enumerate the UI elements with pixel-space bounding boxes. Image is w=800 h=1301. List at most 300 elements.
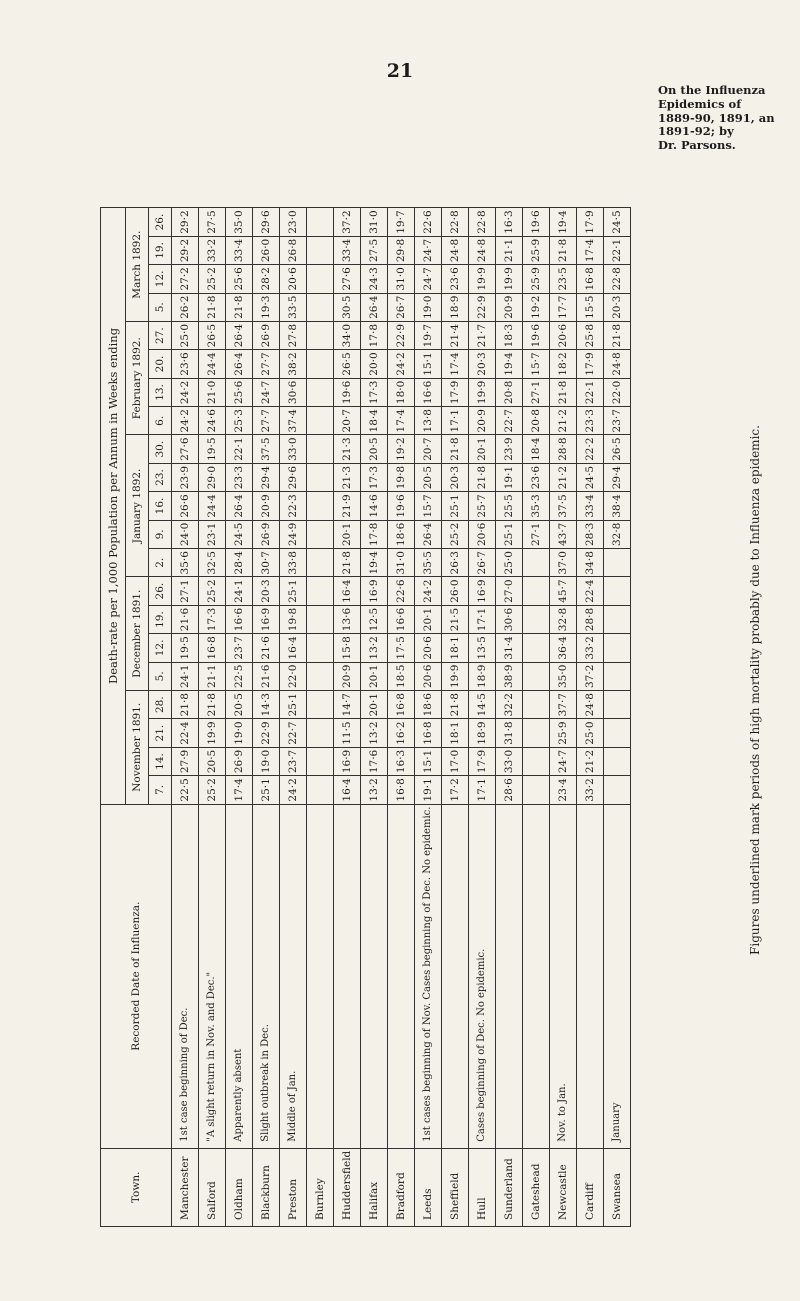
town-cell: Huddersfield xyxy=(334,1148,361,1226)
rate-cell: 24·5 xyxy=(226,520,253,548)
rate-cell: 24·8 xyxy=(469,236,496,264)
rate-cell xyxy=(523,549,550,577)
rate-cell: 27·5 xyxy=(199,208,226,236)
rate-cell: 35·5 xyxy=(415,549,442,577)
rate-cell: 33·2 xyxy=(577,634,604,662)
rate-cell: 25·0 xyxy=(577,719,604,747)
rate-cell: 26·4 xyxy=(226,492,253,520)
rate-cell: 19·6 xyxy=(523,321,550,349)
table-row xyxy=(361,208,388,1227)
rate-cell: 29·4 xyxy=(604,463,631,491)
rate-cell: 23·6 xyxy=(523,463,550,491)
rate-cell: 17·2 xyxy=(442,776,469,804)
rate-cell: 29·6 xyxy=(280,463,307,491)
rate-cell: 19·9 xyxy=(496,265,523,293)
rate-cell: 17·4 xyxy=(388,407,415,435)
week-label: 26. xyxy=(149,577,172,605)
rate-cell: 22·4 xyxy=(172,719,199,747)
rate-cell: 11·5 xyxy=(334,719,361,747)
rate-cell: 31·8 xyxy=(496,719,523,747)
rate-cell: 23·3 xyxy=(226,463,253,491)
rate-cell: 25·9 xyxy=(523,265,550,293)
rate-cell: 20·6 xyxy=(469,520,496,548)
rate-cell: 13·6 xyxy=(334,605,361,633)
week-label: 12. xyxy=(149,265,172,293)
recorded-date-cell: Nov. to Jan. xyxy=(550,804,577,1148)
rate-cell: 33·0 xyxy=(496,747,523,775)
rate-cell: 22·8 xyxy=(604,265,631,293)
rate-cell: 25·8 xyxy=(577,321,604,349)
rate-cell: 25·7 xyxy=(469,492,496,520)
rate-cell: 29·6 xyxy=(253,208,280,236)
rate-cell: 23·7 xyxy=(280,747,307,775)
rate-cell: 17·1 xyxy=(469,605,496,633)
recorded-date-cell: Apparently absent xyxy=(226,804,253,1148)
rate-cell: 33·8 xyxy=(280,549,307,577)
rate-cell xyxy=(307,265,334,293)
recorded-date-cell xyxy=(523,804,550,1148)
rate-cell: 20·8 xyxy=(523,407,550,435)
table-row xyxy=(280,208,307,1227)
rate-cell: 25·3 xyxy=(226,407,253,435)
town-cell: Manchester xyxy=(172,1148,199,1226)
recorded-date-cell xyxy=(442,804,469,1148)
rate-cell: 20·5 xyxy=(199,747,226,775)
rate-cell xyxy=(307,492,334,520)
rate-cell: 24·2 xyxy=(415,577,442,605)
rate-cell: 37·4 xyxy=(280,407,307,435)
rate-cell: 24·4 xyxy=(199,492,226,520)
rate-cell: 29·2 xyxy=(172,236,199,264)
page-number: 21 xyxy=(386,60,414,82)
rate-cell: 23·5 xyxy=(550,265,577,293)
recorded-date-cell xyxy=(496,804,523,1148)
town-cell: Leeds xyxy=(415,1148,442,1226)
month-group-header: December 1891. xyxy=(126,577,149,691)
rate-cell: 33·5 xyxy=(280,293,307,321)
rate-cell: 26·7 xyxy=(469,549,496,577)
rate-cell: 17·8 xyxy=(361,321,388,349)
table-row xyxy=(442,208,469,1227)
town-cell: Swansea xyxy=(604,1148,631,1226)
recorded-date-cell xyxy=(577,804,604,1148)
rate-cell: 19·7 xyxy=(388,208,415,236)
rate-cell: 20·1 xyxy=(361,662,388,690)
side-note xyxy=(658,84,794,153)
week-label: 6. xyxy=(149,407,172,435)
rate-cell: 19·4 xyxy=(550,208,577,236)
rate-cell: 26·4 xyxy=(415,520,442,548)
rate-cell xyxy=(523,691,550,719)
rate-cell: 18·9 xyxy=(469,662,496,690)
rate-cell: 24·8 xyxy=(442,236,469,264)
rate-cell: 21·3 xyxy=(334,463,361,491)
week-label: 23. xyxy=(149,463,172,491)
rate-cell xyxy=(307,236,334,264)
rate-cell: 21·2 xyxy=(577,747,604,775)
rate-cell: 26·3 xyxy=(442,549,469,577)
rate-cell: 21·8 xyxy=(550,236,577,264)
rate-cell: 19·8 xyxy=(280,605,307,633)
rate-cell: 24·7 xyxy=(415,265,442,293)
rate-cell: 24·2 xyxy=(172,407,199,435)
footnote-text: Figures underlined mark periods of high mortality probably due to Influenza epidemic. xyxy=(748,425,762,955)
rate-cell: 20·1 xyxy=(469,435,496,463)
rate-cell: 30·6 xyxy=(280,378,307,406)
rate-cell: 13·8 xyxy=(415,407,442,435)
rate-cell: 13·2 xyxy=(361,776,388,804)
rate-cell: 12·5 xyxy=(361,605,388,633)
rate-cell: 24·5 xyxy=(604,208,631,236)
rate-cell: 19·4 xyxy=(361,549,388,577)
rate-cell: 38·4 xyxy=(604,492,631,520)
rate-cell: 26·9 xyxy=(226,747,253,775)
rate-cell xyxy=(604,662,631,690)
rate-cell: 25·6 xyxy=(226,265,253,293)
rate-cell: 17·1 xyxy=(442,407,469,435)
rate-cell: 21·2 xyxy=(550,407,577,435)
town-cell: Salford xyxy=(199,1148,226,1226)
rate-cell: 19·6 xyxy=(388,492,415,520)
week-label: 19. xyxy=(149,236,172,264)
table-row xyxy=(523,208,550,1227)
town-cell: Bradford xyxy=(388,1148,415,1226)
rate-cell: 20·9 xyxy=(334,662,361,690)
rate-cell: 28·8 xyxy=(550,435,577,463)
rate-cell: 35·3 xyxy=(523,492,550,520)
rate-cell: 17·3 xyxy=(361,378,388,406)
rate-cell: 20·7 xyxy=(415,435,442,463)
rate-cell: 17·3 xyxy=(199,605,226,633)
rate-cell xyxy=(307,719,334,747)
rate-cell: 16·4 xyxy=(280,634,307,662)
week-label: 5. xyxy=(149,293,172,321)
table-row xyxy=(307,208,334,1227)
recorded-date-cell: 1st case beginning of Dec. xyxy=(172,804,199,1148)
rate-cell: 37·2 xyxy=(334,208,361,236)
rate-cell: 27·7 xyxy=(253,407,280,435)
rate-cell: 22·5 xyxy=(172,776,199,804)
rate-cell: 17·3 xyxy=(361,463,388,491)
rate-cell xyxy=(307,577,334,605)
rate-cell: 19·1 xyxy=(496,463,523,491)
table-row xyxy=(253,208,280,1227)
rate-cell: 14·5 xyxy=(469,691,496,719)
rate-cell: 29·8 xyxy=(388,236,415,264)
rate-cell: 26·5 xyxy=(334,350,361,378)
side-note-line: 1889-90, 1891, an xyxy=(658,110,775,125)
rate-cell: 21·6 xyxy=(253,634,280,662)
month-group-header: November 1891. xyxy=(126,691,149,805)
rate-cell: 23·6 xyxy=(172,350,199,378)
rate-cell xyxy=(604,747,631,775)
rate-cell: 21·8 xyxy=(334,549,361,577)
rate-cell: 19·4 xyxy=(496,350,523,378)
rate-cell: 20·1 xyxy=(415,605,442,633)
rate-cell: 23·9 xyxy=(496,435,523,463)
rate-cell: 25·1 xyxy=(253,776,280,804)
rate-cell: 27·6 xyxy=(172,435,199,463)
rate-cell: 38·9 xyxy=(496,662,523,690)
rate-cell xyxy=(523,634,550,662)
rate-cell: 27·8 xyxy=(280,321,307,349)
rate-cell xyxy=(523,747,550,775)
rate-cell: 22·1 xyxy=(226,435,253,463)
rate-cell: 22·6 xyxy=(388,577,415,605)
rate-cell xyxy=(523,577,550,605)
rate-cell xyxy=(307,378,334,406)
rate-cell: 32·2 xyxy=(496,691,523,719)
rate-cell: 26·4 xyxy=(226,321,253,349)
week-label: 20. xyxy=(149,350,172,378)
rate-cell: 31·0 xyxy=(388,265,415,293)
rate-cell: 20·3 xyxy=(253,577,280,605)
recorded-date-cell: 1st cases beginning of Nov. Cases beginning of Dec. No epidemic. xyxy=(415,804,442,1148)
table-title: Death-rate per 1,000 Population per Annum in Weeks ending xyxy=(101,208,126,804)
table-row xyxy=(172,208,199,1227)
table-row xyxy=(199,208,226,1227)
town-cell: Halifax xyxy=(361,1148,388,1226)
town-cell: Sunderland xyxy=(496,1148,523,1226)
month-group-header: January 1892. xyxy=(126,435,149,577)
rate-cell: 20·6 xyxy=(415,634,442,662)
rate-cell: 20·7 xyxy=(334,407,361,435)
rate-cell: 19·0 xyxy=(226,719,253,747)
table-row xyxy=(469,208,496,1227)
week-label: 12. xyxy=(149,634,172,662)
side-note-line: 1891-92; by xyxy=(658,124,734,139)
rate-cell: 21·4 xyxy=(442,321,469,349)
recorded-date-cell xyxy=(307,804,334,1148)
rate-cell: 20·5 xyxy=(361,435,388,463)
rate-cell: 27·0 xyxy=(496,577,523,605)
death-rate-table xyxy=(100,207,631,1227)
rate-cell: 26·0 xyxy=(253,236,280,264)
rate-cell: 25·2 xyxy=(199,776,226,804)
rate-cell: 26·4 xyxy=(226,350,253,378)
rate-cell xyxy=(604,719,631,747)
rate-cell: 24·2 xyxy=(172,378,199,406)
town-cell: Burnley xyxy=(307,1148,334,1226)
rate-cell: 32·8 xyxy=(550,605,577,633)
rate-cell: 35·0 xyxy=(226,208,253,236)
town-cell: Sheffield xyxy=(442,1148,469,1226)
rate-cell: 21·8 xyxy=(442,435,469,463)
rate-cell: 37·5 xyxy=(550,492,577,520)
rate-cell xyxy=(523,776,550,804)
week-label: 19. xyxy=(149,605,172,633)
rate-cell: 17·8 xyxy=(361,520,388,548)
rate-cell: 22·8 xyxy=(469,208,496,236)
rate-cell: 18·2 xyxy=(550,350,577,378)
rate-cell: 27·1 xyxy=(172,577,199,605)
rate-cell: 35·6 xyxy=(172,549,199,577)
side-note-line: Epidemics of xyxy=(658,96,742,111)
rate-cell: 17·4 xyxy=(442,350,469,378)
rate-cell: 24·8 xyxy=(604,350,631,378)
rate-cell: 19·0 xyxy=(415,293,442,321)
week-label: 16. xyxy=(149,492,172,520)
rate-cell: 20·1 xyxy=(334,520,361,548)
rate-cell: 22·0 xyxy=(280,662,307,690)
rate-cell: 27·1 xyxy=(523,520,550,548)
rate-cell: 24·1 xyxy=(226,577,253,605)
rate-cell xyxy=(307,691,334,719)
rate-cell xyxy=(604,605,631,633)
month-group-header: March 1892. xyxy=(126,208,149,322)
town-cell: Gateshead xyxy=(523,1148,550,1226)
town-cell: Preston xyxy=(280,1148,307,1226)
rate-cell: 15·8 xyxy=(334,634,361,662)
week-label: 13. xyxy=(149,378,172,406)
recorded-date-cell: January xyxy=(604,804,631,1148)
rate-cell: 33·4 xyxy=(334,236,361,264)
rate-cell: 29·2 xyxy=(172,208,199,236)
rate-cell: 21·1 xyxy=(199,662,226,690)
rate-cell: 17·9 xyxy=(577,350,604,378)
rate-cell: 24·7 xyxy=(415,236,442,264)
table-row xyxy=(550,208,577,1227)
rate-cell: 21·8 xyxy=(604,321,631,349)
rate-cell xyxy=(307,435,334,463)
rate-cell: 18·1 xyxy=(442,719,469,747)
rate-cell xyxy=(604,691,631,719)
rate-cell: 19·7 xyxy=(415,321,442,349)
rate-cell: 26·6 xyxy=(172,492,199,520)
rate-cell: 25·2 xyxy=(442,520,469,548)
rate-cell: 16·8 xyxy=(199,634,226,662)
rate-cell: 27·1 xyxy=(523,378,550,406)
week-label: 14. xyxy=(149,747,172,775)
recorded-date-header: Recorded Date of Influenza. xyxy=(101,804,172,1148)
rate-cell: 22·2 xyxy=(577,435,604,463)
rate-cell: 23·0 xyxy=(280,208,307,236)
rate-cell: 21·8 xyxy=(199,293,226,321)
rate-cell xyxy=(307,321,334,349)
rate-cell: 19·1 xyxy=(415,776,442,804)
side-note-line: Dr. Parsons. xyxy=(658,138,736,153)
rate-cell: 26·2 xyxy=(172,293,199,321)
rate-cell: 20·3 xyxy=(604,293,631,321)
rate-cell: 15·1 xyxy=(415,350,442,378)
rate-cell: 25·1 xyxy=(280,577,307,605)
rate-cell: 21·8 xyxy=(226,293,253,321)
rate-cell: 19·3 xyxy=(253,293,280,321)
rate-cell: 21·6 xyxy=(172,605,199,633)
rate-cell: 22·8 xyxy=(442,208,469,236)
rate-cell: 38·2 xyxy=(280,350,307,378)
rate-cell: 19·9 xyxy=(469,265,496,293)
rotated-table-wrapper xyxy=(100,207,631,1227)
rate-cell: 22·9 xyxy=(388,321,415,349)
rate-cell xyxy=(307,747,334,775)
rate-cell: 37·5 xyxy=(253,435,280,463)
rate-cell: 30·5 xyxy=(334,293,361,321)
rate-cell: 16·9 xyxy=(361,577,388,605)
rate-cell: 24·7 xyxy=(253,378,280,406)
rate-cell: 25·1 xyxy=(442,492,469,520)
rate-cell: 28·6 xyxy=(496,776,523,804)
rate-cell: 33·0 xyxy=(280,435,307,463)
week-label: 28. xyxy=(149,691,172,719)
rate-cell: 22·1 xyxy=(604,236,631,264)
rate-cell: 16·6 xyxy=(388,605,415,633)
rate-cell: 25·6 xyxy=(226,378,253,406)
rate-cell: 22·9 xyxy=(469,293,496,321)
rate-cell: 24·5 xyxy=(577,463,604,491)
rate-cell: 20·9 xyxy=(469,407,496,435)
side-note-line: On the Influenza xyxy=(658,83,766,97)
rate-cell: 22·6 xyxy=(415,208,442,236)
rate-cell: 26·7 xyxy=(388,293,415,321)
rate-cell: 29·4 xyxy=(253,463,280,491)
rate-cell: 24·4 xyxy=(199,350,226,378)
rate-cell: 16·9 xyxy=(253,605,280,633)
rate-cell: 25·2 xyxy=(199,265,226,293)
rate-cell: 21·0 xyxy=(199,378,226,406)
rate-cell: 17·9 xyxy=(577,208,604,236)
rate-cell: 31·4 xyxy=(496,634,523,662)
rate-cell: 31·0 xyxy=(361,208,388,236)
rate-cell xyxy=(307,293,334,321)
rate-cell: 15·7 xyxy=(415,492,442,520)
rate-cell: 24·0 xyxy=(172,520,199,548)
rate-cell: 21·8 xyxy=(172,691,199,719)
rate-cell: 23·6 xyxy=(442,265,469,293)
rate-cell: 18·4 xyxy=(523,435,550,463)
rate-cell: 25·0 xyxy=(172,321,199,349)
rate-cell: 16·6 xyxy=(226,605,253,633)
rate-cell: 15·7 xyxy=(523,350,550,378)
rate-cell: 23·1 xyxy=(199,520,226,548)
rate-cell: 20·9 xyxy=(253,492,280,520)
rate-cell: 21·2 xyxy=(550,463,577,491)
rate-cell xyxy=(604,776,631,804)
rate-cell: 17·9 xyxy=(442,378,469,406)
rate-cell: 20·6 xyxy=(415,662,442,690)
rate-cell xyxy=(307,208,334,236)
rate-cell: 18·5 xyxy=(388,662,415,690)
rate-cell: 18·1 xyxy=(442,634,469,662)
rate-cell: 37·2 xyxy=(577,662,604,690)
table-row xyxy=(388,208,415,1227)
rate-cell: 16·2 xyxy=(388,719,415,747)
rate-cell: 22·5 xyxy=(226,662,253,690)
rate-cell xyxy=(604,634,631,662)
rate-cell: 15·5 xyxy=(577,293,604,321)
rate-cell: 24·6 xyxy=(199,407,226,435)
table-row xyxy=(415,208,442,1227)
rate-cell: 14·3 xyxy=(253,691,280,719)
rate-cell: 19·9 xyxy=(442,662,469,690)
rate-cell: 27·2 xyxy=(172,265,199,293)
rate-cell xyxy=(307,520,334,548)
rate-cell: 29·0 xyxy=(199,463,226,491)
town-cell: Blackburn xyxy=(253,1148,280,1226)
rate-cell: 36·4 xyxy=(550,634,577,662)
rate-cell: 26·9 xyxy=(253,520,280,548)
rate-cell: 23·7 xyxy=(604,407,631,435)
week-label: 5. xyxy=(149,662,172,690)
rate-cell: 22·0 xyxy=(604,378,631,406)
rate-cell: 22·4 xyxy=(577,577,604,605)
rate-cell: 24·3 xyxy=(361,265,388,293)
rate-cell: 22·7 xyxy=(496,407,523,435)
rate-cell: 19·6 xyxy=(523,208,550,236)
recorded-date-cell xyxy=(388,804,415,1148)
rate-cell: 25·5 xyxy=(496,492,523,520)
rate-cell: 17·4 xyxy=(226,776,253,804)
